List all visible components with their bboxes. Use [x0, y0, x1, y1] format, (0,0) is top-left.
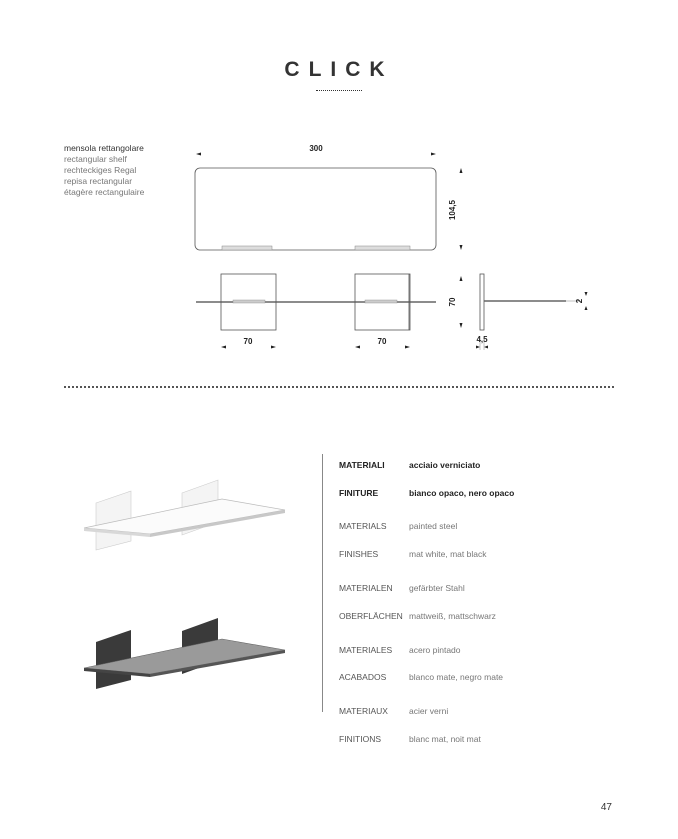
page-title: CLICK: [284, 58, 394, 81]
bracket-top-left: [222, 246, 272, 250]
shelf-thickness-label: 2: [575, 298, 584, 304]
section-divider: [64, 386, 614, 388]
label-it: mensola rettangolare: [64, 143, 144, 153]
thickness-label: 4,5: [476, 335, 488, 344]
depth-dimension: [460, 168, 463, 250]
shelf-top-view: [195, 168, 436, 250]
white-shelf-image: [84, 480, 285, 550]
label-de: rechteckiges Regal: [64, 165, 137, 175]
bracket-width-right-label: 70: [377, 337, 387, 346]
page-number: 47: [600, 802, 612, 813]
label-es: repisa rectangular: [64, 176, 133, 186]
label-en: rectangular shelf: [64, 154, 127, 164]
depth-label: 104,5: [448, 199, 457, 221]
side-view-bracket: [480, 274, 484, 330]
bracket-top-right: [355, 246, 410, 250]
black-shelf-image: [84, 618, 285, 689]
bracket-height-label: 70: [448, 297, 457, 307]
bracket-width-left-label: 70: [243, 337, 253, 346]
spec-divider-line: [322, 454, 323, 712]
label-fr: étagère rectangulaire: [64, 187, 145, 197]
width-label: 300: [309, 144, 323, 153]
